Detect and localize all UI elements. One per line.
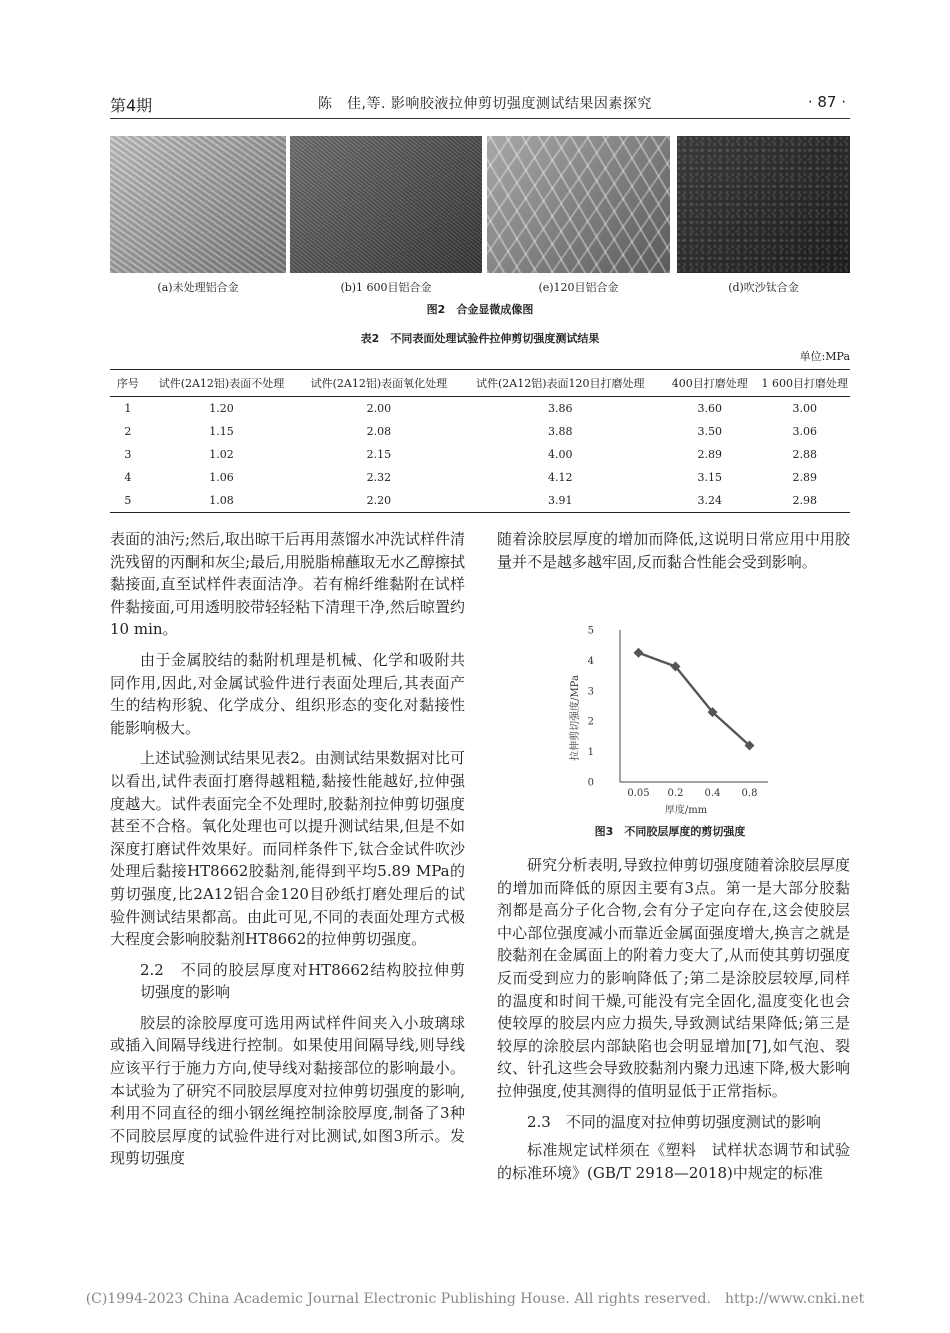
micrograph-1600-mesh-aluminum [290,136,482,273]
column-header: 序号 [110,370,146,397]
table-row [110,397,850,421]
running-title: 陈 佳,等. 影响胶液拉伸剪切强度测试结果因素探究 [318,96,652,112]
micrograph-caption-c: (e)120目铝合金 [538,281,619,294]
header-rule [110,118,850,119]
paragraph: 标准规定试样须在《塑料 试样状态调节和试验的标准环境》(GB/T 2918—2018)中规定的标准 [497,1141,850,1182]
paragraph: 随着涂胶层厚度的增加而降低,这说明日常应用中用胶量并不是越多越牢固,反而黏合性能会受到影响。 [497,530,850,571]
micrograph-120-mesh-aluminum [487,136,670,273]
table-cell: 3.50 [697,425,722,438]
paragraph: 由于金属胶结的黏附机理是机械、化学和吸附共同作用,因此,对金属试验件进行表面处理后,其表面产生的结构形貌、化学成分、组织形态的变化对黏接性能影响极大。 [110,650,465,737]
y-tick-label: 3 [587,686,594,698]
table-cell: 1 [124,402,132,415]
series-line [639,653,750,746]
paragraph: 上述试验测试结果见表2。由测试结果数据对比可以看出,试件表面打磨得越粗糙,黏接性能越好,拉伸强度越大。试件表面完全不处理时,胶黏剂拉伸剪切强度甚至不合格。氧化处理也可以提升测试结果,但是不如深度打磨试件效果好。而同样条件下,钛合金试件吹沙处理后黏接HT8662胶黏剂,能得到平均5.89 MPa的剪切强度,比2A12铝合金120目砂纸打磨处理后的试验件测试结果都高。由此可见,不同的表面处理方式极大程度会影响胶黏剂HT8662的拉伸剪切强度。 [110,749,465,949]
table-cell: 4 [124,471,132,484]
figure3-caption: 图3 不同胶层厚度的剪切强度 [594,825,746,838]
x-tick-label: 0.2 [667,788,684,799]
table-cell: 1.06 [209,471,234,484]
table-cell: 3.86 [548,402,573,415]
data-point [634,648,644,658]
section-heading-2-2: 2.2 不同的胶层厚度对HT8662结构胶拉伸剪切强度的影响 [140,960,465,1002]
copyright-footer: (C)1994-2023 China Academic Journal Electronic Publishing House. All rights reserved. http://www.cnki.net [85,1291,865,1307]
x-axis-label: 厚度/mm [664,805,708,816]
y-tick-label: 4 [587,655,594,667]
journal-issue: 第4期 [110,96,153,115]
table-row [110,420,850,443]
table-row [110,443,850,466]
table-cell: 2.89 [697,448,722,461]
table2 [110,369,850,513]
paragraph: 研究分析表明,导致拉伸剪切强度随着涂胶层厚度的增加而降低的原因主要有3点。第一是大部分胶黏剂都是高分子化合物,会有分子定向存在,这会使胶层中心部位强度减小而靠近金属面强度增大,换言之就是胶黏剂在金属面上的附着力变大了,从而使其剪切强度反而受到应力的影响降低了;第二是涂胶层较厚,同样的温度和时间干燥,可能没有完全固化,温度变化也会使较厚的胶层内应力损失,导致测试结果降低;第三是较厚的涂胶层内部缺陷也会明显增加[7],如气泡、裂纹、针孔这些会导致胶黏剂内聚力迅速下降,极大影响拉伸强度,使其测得的值明显低于正常指标。 [497,856,850,1100]
table-cell: 4.00 [548,448,573,461]
table-cell: 1.08 [146,489,297,513]
table-row [110,489,850,513]
column-header: 试件(2A12铝)表面氧化处理 [297,370,460,397]
paragraph: 胶层的涂胶厚度可选用两试样件间夹入小玻璃球或插入间隔导线进行控制。如果使用间隔导线,则导线应该平行于施力方向,使导线对黏接部位的影响最小。本试验为了研究不同胶层厚度对拉伸剪切强度的影响,利用不同直径的细小钢丝绳控制涂胶厚度,制备了3种不同胶层厚度的试验件进行对比测试,如图3所示。发现剪切强度 [110,1013,465,1168]
table-cell: 3.60 [697,402,722,415]
right-column-bottom [497,854,850,1184]
table-cell: 2.08 [366,425,392,438]
table-cell: 3.24 [660,489,760,513]
left-column [110,528,465,1170]
x-tick-label: 0.8 [741,788,758,799]
y-tick-label: 1 [587,747,594,759]
table-cell: 5 [110,489,146,513]
section-heading-2-3: 2.3 不同的温度对拉伸剪切强度测试的影响 [527,1112,821,1131]
table-cell: 3.15 [697,471,722,484]
table-header-row [110,370,850,397]
column-header: 1 600目打磨处理 [760,370,851,397]
table-cell: 3.88 [548,425,573,438]
y-tick-label: 2 [587,716,594,728]
table-cell: 2.32 [366,471,392,484]
table-cell: 2.20 [297,489,460,513]
table-cell: 3.91 [461,489,660,513]
page-number: · 87 · [807,93,846,111]
table-row [110,466,850,489]
table2-title: 表2 不同表面处理试验件拉伸剪切强度测试结果 [360,332,600,345]
table-cell: 2.00 [366,402,392,415]
table-cell: 2 [124,425,132,438]
micrograph-caption-b: (b)1 600目铝合金 [340,281,432,294]
micrograph-sandblasted-titanium [677,136,850,273]
table2-unit: 单位:MPa [799,350,850,363]
micrograph-caption-d: (d)吹沙钛合金 [728,281,799,294]
table-cell: 2.89 [792,471,817,484]
table-cell: 1.15 [209,425,234,438]
micrograph-untreated-aluminum [110,136,286,273]
x-tick-label: 0.05 [627,788,650,799]
thickness-strength-chart [568,618,778,823]
y-tick-label: 0 [587,777,594,789]
y-tick-label: 5 [587,625,594,637]
column-header: 试件(2A12铝)表面120目打磨处理 [461,370,660,397]
table-cell: 2.15 [366,448,392,461]
table-cell: 4.12 [548,471,573,484]
y-axis-label: 拉伸剪切强度/MPa [570,675,581,761]
column-header: 试件(2A12铝)表面不处理 [146,370,297,397]
right-column-top [497,528,850,573]
table-cell: 3 [124,448,132,461]
paragraph: 表面的油污;然后,取出晾干后再用蒸馏水冲洗试样件清洗残留的丙酮和灰尘;最后,用脱脂棉蘸取无水乙醇擦拭黏接面,直至试样件表面洁净。若有棉纤维黏附在试样件黏接面,可用透明胶带轻轻粘下清理干净,然后晾置约10 min。 [110,530,465,639]
micrograph-caption-a: (a)未处理铝合金 [157,281,239,294]
table-cell: 3.00 [792,402,817,415]
figure2-caption: 图2 合金显微成像图 [426,303,534,316]
x-tick-label: 0.4 [704,788,721,799]
table-cell: 1.20 [209,402,234,415]
table-cell: 2.88 [792,448,817,461]
table-cell: 1.02 [209,448,234,461]
table-cell: 2.98 [760,489,851,513]
table-cell: 3.06 [792,425,817,438]
column-header: 400目打磨处理 [660,370,760,397]
